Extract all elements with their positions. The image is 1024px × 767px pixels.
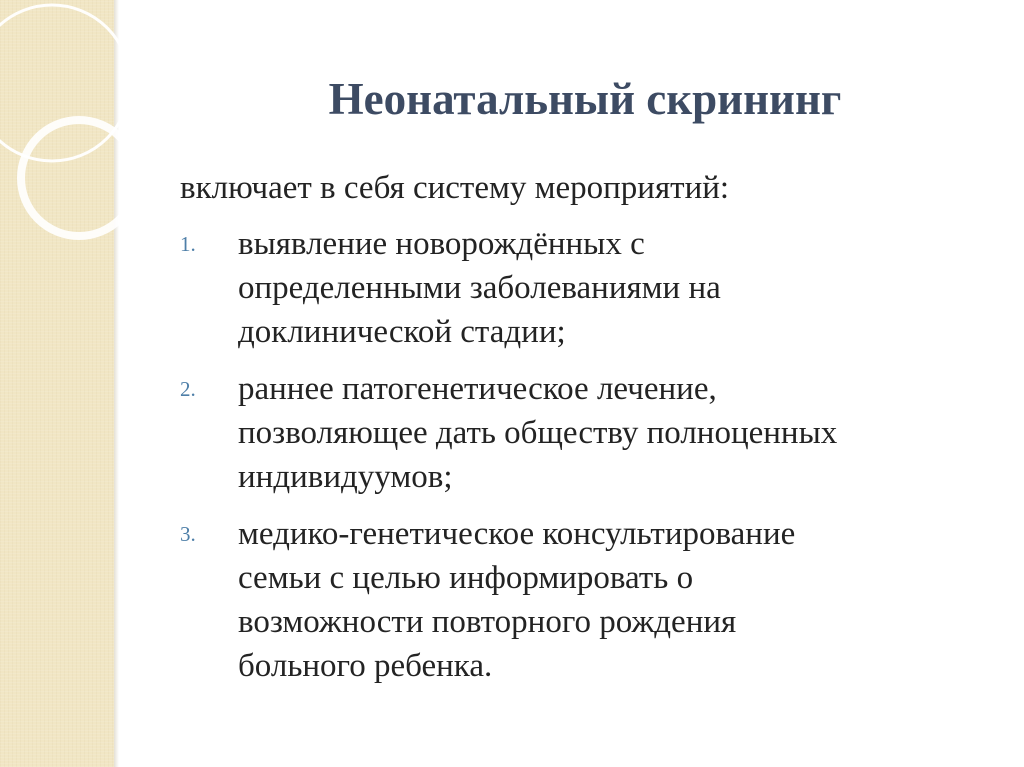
list-item-line: больного ребенка. <box>238 648 493 684</box>
decorative-rings <box>0 0 130 260</box>
list-item-line: семьи с целью информировать о <box>238 560 694 596</box>
slide-intro: включает в себя систему мероприятий: <box>180 170 730 206</box>
list-number: 2. <box>180 377 196 401</box>
list-item-line: выявление новорождённых с <box>238 226 645 262</box>
list-item-line: медико-генетическое консультирование <box>238 516 796 552</box>
list-item <box>180 222 980 354</box>
list-item <box>180 367 980 499</box>
measures-list <box>180 222 980 701</box>
decorative-ring-thick <box>21 120 130 236</box>
list-item-line: доклинической стадии; <box>238 314 566 350</box>
list-item-line: определенными заболеваниями на <box>238 270 721 306</box>
list-item-line: раннее патогенетическое лечение, <box>238 371 717 407</box>
list-item-line: индивидуумов; <box>238 459 453 495</box>
slide-title: Неонатальный скрининг <box>328 74 842 124</box>
list-number: 1. <box>180 232 196 256</box>
list-item <box>180 512 980 688</box>
list-number: 3. <box>180 522 196 546</box>
list-item-line: позволяющее дать обществу полноценных <box>238 415 838 451</box>
list-item-line: возможности повторного рождения <box>238 604 737 640</box>
